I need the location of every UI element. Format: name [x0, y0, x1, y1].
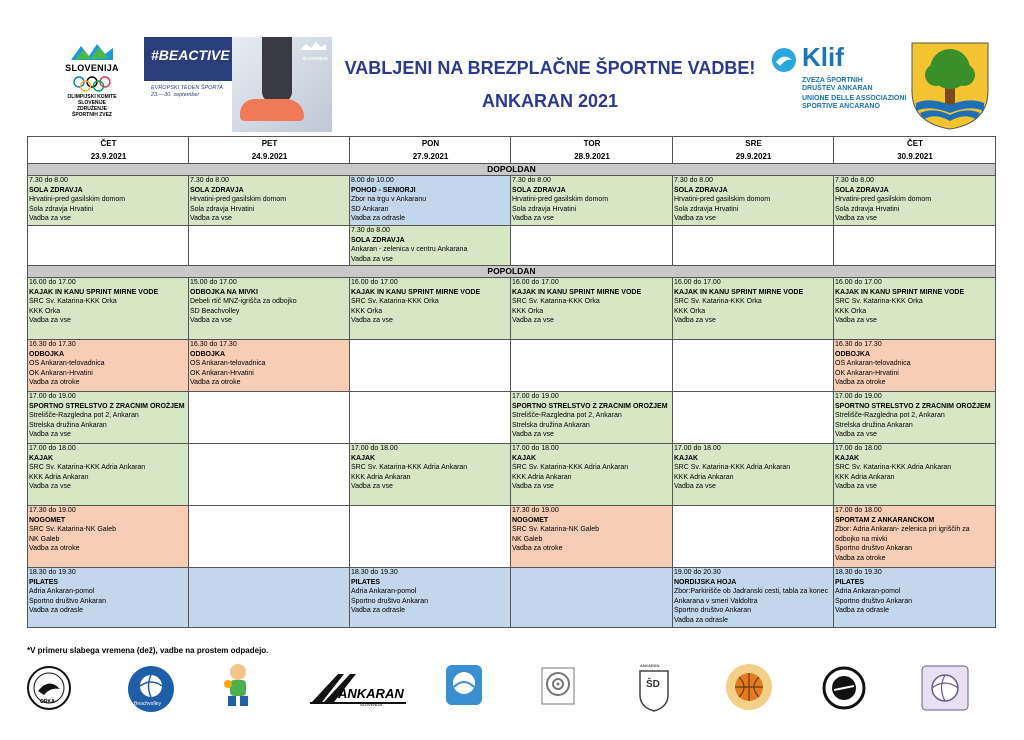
activity-detail: Športno društvo Ankaran [674, 607, 752, 614]
beactive-subtitle: EVROPSKI TEDEN ŠPORTA 23.—30. september [151, 85, 223, 98]
activity-time: 16.00 do 17.00 [351, 279, 398, 286]
activity-detail: OK Ankaran-Hrvatini [190, 369, 254, 377]
activity-detail: KKK Adria Ankaran [29, 473, 89, 481]
activity-title: KAJAK IN KANU SPRINT MIRNE VODE [512, 288, 642, 296]
olympic-rings-icon [72, 76, 112, 92]
activity-detail: Hrvatini-pred gasilskim domom [190, 196, 287, 203]
activity-detail: Vadba za odrasle [29, 607, 83, 614]
activity-cell [834, 392, 996, 444]
day-header [350, 137, 511, 164]
activity-time: 7.30 do 8.00 [29, 177, 68, 184]
activity-detail: Zbor na trgu v Ankaranu [351, 196, 427, 203]
activity-detail: OŠ Ankaran-telovadnica [29, 360, 105, 367]
activity-detail: Ankaran - zelenica v centru Ankarana [351, 246, 468, 253]
activity-detail: Vadba za vse [835, 215, 877, 222]
activity-detail: KKK Adria Ankaran [674, 473, 734, 481]
section-dopoldan-label: DOPOLDAN [28, 164, 996, 176]
activity-detail: ŠRC Sv. Katarina-KKK Orka [674, 298, 762, 305]
activity-cell [511, 176, 673, 226]
activity-detail: Vadba za vse [351, 483, 393, 490]
schedule-row [28, 278, 996, 340]
basketball-club-logo [724, 662, 774, 717]
activity-detail: Vadba za odrasle [835, 607, 889, 614]
empty-cell [834, 226, 996, 266]
empty-cell [673, 340, 834, 392]
beactive-banner [144, 37, 332, 132]
orka-club-logo [26, 665, 72, 716]
activity-detail: Športno društvo Ankaran [835, 597, 913, 605]
activity-detail: Hrvatini-pred gasilskim domom [512, 196, 609, 203]
activity-detail: Vadba za vse [29, 431, 71, 438]
activity-detail: KKK Orka [835, 307, 867, 315]
empty-cell [350, 392, 511, 444]
activity-detail: KKK Orka [29, 307, 61, 315]
activity-title: NOGOMET [29, 516, 66, 524]
activity-title: NORDIJSKA HOJA [674, 578, 737, 586]
activity-title: ŠOLA ZDRAVJA [835, 186, 889, 194]
klif-logo [770, 44, 910, 124]
slovenia-subtext: OLIMPIJSKI KOMITE SLOVENIJE ZDRUŽENJE ŠPORTNIH ZVEZ [67, 94, 117, 118]
activity-title: ŠPORTNO STRELSTVO Z ZRAČNIM OROŽJEM [512, 402, 668, 410]
activity-cell [673, 444, 834, 506]
shoe-icon [240, 99, 304, 121]
klif-text-2: DRUŠTEV ANKARAN [802, 85, 873, 92]
activity-detail: Vadba za otroke [512, 545, 563, 552]
activity-time: 18.30 do 19.30 [29, 569, 76, 576]
klif-wave-icon [770, 46, 798, 74]
activity-detail: Vadba za vse [190, 317, 232, 324]
activity-cell [28, 506, 189, 568]
activity-cell [511, 506, 673, 568]
activity-time: 15.00 do 17.00 [190, 279, 237, 286]
activity-detail: Športno društvo Ankaran [351, 597, 429, 605]
activity-detail: ŠRC Sv. Katarina-NK Galeb [512, 526, 600, 533]
activity-cell [511, 444, 673, 506]
activity-detail: Vadba za vse [674, 483, 716, 490]
ankaran-crest-icon [910, 41, 990, 131]
activity-title: ŠOLA ZDRAVJA [190, 186, 244, 194]
activity-title: KAJAK [29, 454, 54, 462]
activity-time: 16.00 do 17.00 [29, 279, 76, 286]
activity-cell [834, 506, 996, 568]
activity-title: ŠPORTNO STRELSTVO Z ZRAČNIM OROŽJEM [835, 402, 991, 410]
activity-cell [673, 568, 834, 628]
activity-cell [834, 176, 996, 226]
activity-detail: Vadba za vse [351, 317, 393, 324]
activity-time: 16.30 do 17.30 [29, 341, 76, 348]
activity-detail: Šola zdravja Hrvatini [835, 205, 900, 213]
beachvolley-logo [126, 664, 176, 719]
klif-text-3: UNIONE DELLE ASSOCIAZIONI [802, 95, 907, 102]
slovenia-mini-icon [300, 41, 326, 55]
activity-detail: Vadba za vse [190, 215, 232, 222]
day-name: ČET [100, 139, 117, 148]
activity-detail: Vadba za vse [835, 431, 877, 438]
activity-cell [350, 444, 511, 506]
activity-time: 16.30 do 17.30 [190, 341, 237, 348]
empty-cell [511, 568, 673, 628]
activity-detail: NK Galeb [512, 535, 543, 543]
day-name: PET [261, 139, 278, 148]
page-title-line1: VABLJENI NA BREZPLAČNE ŠPORTNE VADBE! [344, 58, 756, 78]
activity-detail: ŠRC Sv. Katarina-NK Galeb [29, 526, 117, 533]
activity-detail: Vadba za odrasle [674, 616, 728, 624]
activity-cell [28, 176, 189, 226]
activity-cell [350, 176, 511, 226]
schedule-row [28, 226, 996, 266]
activity-cell [28, 278, 189, 340]
activity-title: NOGOMET [512, 516, 549, 524]
activity-title: ODBOJKA [29, 350, 65, 358]
activity-detail: ŠD Ankaran [351, 205, 389, 213]
activity-detail: Vadba za vse [351, 255, 393, 263]
day-header-row [28, 137, 996, 164]
activity-cell [834, 340, 996, 392]
empty-cell [28, 226, 189, 266]
activity-cell [28, 340, 189, 392]
activity-detail: Strelišče-Razgledna pot 2, Ankaran [29, 412, 139, 419]
schedule-row [28, 392, 996, 444]
empty-cell [511, 226, 673, 266]
activity-title: KAJAK [835, 454, 860, 462]
activity-time: 7.30 do 8.00 [674, 177, 713, 184]
activity-title: PILATES [835, 578, 865, 586]
activity-time: 17.00 do 18.00 [674, 445, 721, 452]
activity-time: 17.00 do 18.00 [835, 445, 882, 452]
activity-detail: Vadba za vse [835, 317, 877, 324]
activity-detail: Vadba za otroke [29, 379, 80, 386]
activity-detail: Vadba za vse [512, 317, 554, 324]
empty-cell [673, 226, 834, 266]
empty-cell [350, 340, 511, 392]
activity-detail: Šola zdravja Hrvatini [190, 205, 255, 213]
activity-title: KAJAK IN KANU SPRINT MIRNE VODE [835, 288, 965, 296]
activity-detail: Vadba za otroke [190, 379, 241, 386]
activity-detail: KKK Adria Ankaran [512, 473, 572, 481]
activity-time: 19.00 do 20.30 [674, 569, 721, 576]
activity-detail: KKK Adria Ankaran [351, 473, 411, 481]
day-header [189, 137, 350, 164]
activity-title: PILATES [351, 578, 381, 586]
slovenia-mountain-icon [71, 42, 113, 60]
activity-cell [834, 568, 996, 628]
slovenia-name: SLOVENIJA [65, 63, 119, 73]
activity-detail: Strelska družina Ankaran [512, 421, 590, 429]
activity-time: 16.00 do 17.00 [512, 279, 559, 286]
activity-title: KAJAK [674, 454, 699, 462]
activity-cell [28, 444, 189, 506]
activity-detail: ŠRC Sv. Katarina-KKK Adria Ankaran [835, 464, 952, 471]
day-date: 29.9.2021 [735, 152, 772, 161]
schedule-row [28, 506, 996, 568]
activity-title: ODBOJKA [835, 350, 871, 358]
klif-text-1: ZVEZA ŠPORTNIH [802, 77, 863, 84]
activity-cell [673, 278, 834, 340]
activity-cell [350, 278, 511, 340]
activity-time: 17.30 do 19.00 [512, 507, 559, 514]
kkk-ankaran-sub: SLOVENIJA [360, 702, 383, 707]
section-dopoldan [28, 164, 996, 176]
day-date: 30.9.2021 [897, 152, 933, 161]
activity-detail: Vadba za vse [29, 317, 71, 324]
activity-detail: Šola zdravja Hrvatini [29, 205, 94, 213]
activity-time: 17.00 do 18.00 [351, 445, 398, 452]
activity-cell [350, 568, 511, 628]
activity-detail: Strelišče-Razgledna pot 2, Ankaran [835, 412, 945, 419]
day-date: 27.9.2021 [412, 152, 449, 161]
activity-detail: Hrvatini-pred gasilskim domom [29, 196, 126, 203]
activity-title: POHOD - SENIORJI [351, 186, 416, 194]
activity-detail: ŠRC Sv. Katarina-KKK Orka [29, 298, 117, 305]
activity-title: ŠOLA ZDRAVJA [512, 186, 566, 194]
activity-title: KAJAK [351, 454, 376, 462]
beachvolley-label: Beachvolley [134, 701, 161, 707]
activity-detail: Vadba za otroke [835, 554, 886, 562]
activity-time: 7.30 do 8.00 [512, 177, 551, 184]
day-date: 24.9.2021 [251, 152, 288, 161]
activity-detail: Vadba za vse [29, 483, 71, 490]
activity-detail: KKK Orka [512, 307, 544, 315]
day-date: 23.9.2021 [90, 152, 127, 161]
activity-detail: Športno društvo Ankaran [29, 597, 107, 605]
activity-detail: Športno društvo Ankaran [835, 545, 913, 552]
activity-title: ŠOLA ZDRAVJA [674, 186, 728, 194]
activity-detail: Vadba za otroke [835, 379, 886, 386]
activity-time: 17.00 do 18.00 [29, 445, 76, 452]
activity-title: KAJAK IN KANU SPRINT MIRNE VODE [29, 288, 159, 296]
activity-detail: NK Galeb [29, 535, 60, 543]
schedule-row [28, 176, 996, 226]
activity-time: 16.00 do 17.00 [835, 279, 882, 286]
activity-detail: Debeli rtič MNZ-igrišča za odbojko [190, 298, 297, 305]
footer-logos [20, 660, 1010, 722]
weather-footnote: *V primeru slabega vremena (dež), vadbe na prostem odpadejo. [27, 646, 269, 655]
empty-cell [189, 392, 350, 444]
activity-title: ODBOJKA NA MIVKI [190, 288, 258, 296]
activity-cell [189, 176, 350, 226]
activity-detail: Šola zdravja Hrvatini [674, 205, 739, 213]
activity-cell [834, 278, 996, 340]
activity-title: KAJAK IN KANU SPRINT MIRNE VODE [351, 288, 481, 296]
activity-cell [189, 278, 350, 340]
activity-detail: Vadba za vse [835, 483, 877, 490]
day-date: 28.9.2021 [574, 152, 610, 161]
activity-detail: Šola zdravja Hrvatini [512, 205, 577, 213]
activity-title: ODBOJKA [190, 350, 226, 358]
day-header [28, 137, 189, 164]
day-header [673, 137, 834, 164]
activity-detail: Adria Ankaran-pomol [29, 588, 95, 595]
activity-detail: ŠRC Sv. Katarina-KKK Adria Ankaran [351, 464, 468, 471]
activity-detail: ŠRC Sv. Katarina-KKK Adria Ankaran [29, 464, 146, 471]
activity-time: 17.00 do 19.00 [835, 393, 882, 400]
activity-detail: Zbor: Adria Ankaran- zelenica pri igriščih za odbojko na mivki [835, 526, 970, 543]
schedule-row [28, 568, 996, 628]
shooting-club-logo [540, 666, 576, 711]
activity-detail: Zbor:Parkirišče ob Jadranski cesti, tabla za konec Ankarana v smeri Valdoltra [674, 588, 829, 605]
sd-ankaran-shield-logo [634, 663, 674, 711]
activity-detail: Adria Ankaran-pomol [835, 588, 901, 595]
activity-time: 8.00 do 10.00 [351, 177, 394, 184]
activity-time: 17.00 do 19.00 [29, 393, 76, 400]
activity-cell [834, 444, 996, 506]
activity-cell [28, 568, 189, 628]
activity-title: ŠPORTNO STRELSTVO Z ZRAČNIM OROŽJEM [29, 402, 185, 410]
activity-detail: KKK Adria Ankaran [835, 473, 895, 481]
schedule-table [27, 136, 996, 628]
kkk-ankaran-logo [308, 668, 408, 708]
sd-label: ŠD [646, 679, 660, 690]
empty-cell [673, 392, 834, 444]
activity-title: ŠPORTAM Z ANKARANČKOM [835, 516, 935, 524]
day-name: ČET [907, 139, 923, 148]
activity-detail: KKK Orka [351, 307, 383, 315]
activity-detail: ŠRC Sv. Katarina-KKK Orka [351, 298, 439, 305]
beactive-country: SLOVENIJA [302, 56, 328, 61]
beactive-title: #BEACTIVE [151, 47, 230, 63]
schedule-row [28, 444, 996, 506]
page-title-line2: ANKARAN 2021 [481, 91, 619, 111]
kids-mascot-logo [220, 662, 256, 715]
day-name: SRE [745, 139, 762, 148]
orka-label: ORKA [40, 699, 55, 705]
day-header [511, 137, 673, 164]
empty-cell [189, 506, 350, 568]
activity-detail: Vadba za vse [29, 215, 71, 222]
schedule-row [28, 340, 996, 392]
activity-detail: Vadba za vse [512, 215, 554, 222]
activity-time: 17.00 do 19.00 [512, 393, 559, 400]
section-popoldan [28, 266, 996, 278]
day-name: PON [421, 139, 440, 148]
activity-cell [189, 340, 350, 392]
activity-detail: Strelska družina Ankaran [835, 421, 913, 429]
activity-detail: Vadba za vse [512, 483, 554, 490]
activity-time: 17.00 do 18.00 [512, 445, 559, 452]
empty-cell [350, 506, 511, 568]
activity-time: 18.30 do 19.30 [835, 569, 882, 576]
activity-time: 17.30 do 19.00 [29, 507, 76, 514]
activity-detail: Vadba za vse [674, 317, 716, 324]
activity-time: 18.30 do 19.30 [351, 569, 398, 576]
empty-cell [511, 340, 673, 392]
activity-detail: ŠD Beachvolley [190, 307, 240, 315]
activity-detail: OŠ Ankaran-telovadnica [190, 360, 266, 367]
empty-cell [189, 444, 350, 506]
activity-detail: Vadba za odrasle [351, 215, 405, 222]
activity-title: ŠOLA ZDRAVJA [29, 186, 83, 194]
sd-top-label: ANKARAN [640, 663, 660, 668]
activity-time: 16.30 do 17.30 [835, 341, 882, 348]
activity-detail: ŠRC Sv. Katarina-KKK Orka [835, 298, 923, 305]
activity-detail: OŠ Ankaran-telovadnica [835, 360, 911, 367]
activity-cell [511, 392, 673, 444]
activity-cell [28, 392, 189, 444]
slovenia-olympic-logo [52, 40, 132, 128]
activity-time: 16.00 do 17.00 [674, 279, 721, 286]
activity-detail: Adria Ankaran-pomol [351, 588, 417, 595]
activity-cell [350, 226, 511, 266]
activity-time: 7.30 do 8.00 [835, 177, 874, 184]
volleyball-club-logo [920, 664, 970, 717]
activity-cell [511, 278, 673, 340]
klif-word: Klif [802, 42, 844, 72]
activity-detail: Vadba za odrasle [351, 607, 405, 614]
empty-cell [189, 226, 350, 266]
activity-cell [673, 176, 834, 226]
activity-detail: OK Ankaran-Hrvatini [29, 369, 93, 377]
activity-detail: ŠRC Sv. Katarina-KKK Adria Ankaran [674, 464, 791, 471]
page-title [340, 58, 760, 112]
activity-time: 17.00 do 18.00 [835, 507, 882, 514]
kayak-club-round-logo [822, 666, 866, 715]
section-popoldan-label: POPOLDAN [28, 266, 996, 278]
activity-time: 7.30 do 8.00 [190, 177, 229, 184]
activity-title: ŠOLA ZDRAVJA [351, 236, 405, 244]
activity-title: KAJAK IN KANU SPRINT MIRNE VODE [674, 288, 804, 296]
klif-text-4: SPORTIVE ANCARANO [802, 103, 880, 110]
activity-detail: Vadba za otroke [29, 545, 80, 552]
activity-detail: Strelska družina Ankaran [29, 421, 107, 429]
activity-title: PILATES [29, 578, 59, 586]
day-header [834, 137, 996, 164]
empty-cell [673, 506, 834, 568]
activity-detail: Hrvatini-pred gasilskim domom [674, 196, 771, 203]
activity-detail: Hrvatini-pred gasilskim domom [835, 196, 932, 203]
activity-detail: OK Ankaran-Hrvatini [835, 369, 899, 377]
empty-cell [189, 568, 350, 628]
activity-time: 7.30 do 8.00 [351, 227, 390, 234]
kkk-ankaran-label: ANKARAN [338, 686, 404, 701]
activity-detail: ŠRC Sv. Katarina-KKK Orka [512, 298, 600, 305]
activity-title: KAJAK [512, 454, 537, 462]
day-name: TOR [583, 139, 601, 148]
activity-detail: KKK Orka [674, 307, 706, 315]
activity-detail: Vadba za vse [512, 431, 554, 438]
activity-detail: ŠRC Sv. Katarina-KKK Adria Ankaran [512, 464, 629, 471]
sd-ankaran-blue-logo [444, 663, 484, 712]
activity-detail: Vadba za vse [674, 215, 716, 222]
activity-detail: Strelišče-Razgledna pot 2, Ankaran [512, 412, 622, 419]
